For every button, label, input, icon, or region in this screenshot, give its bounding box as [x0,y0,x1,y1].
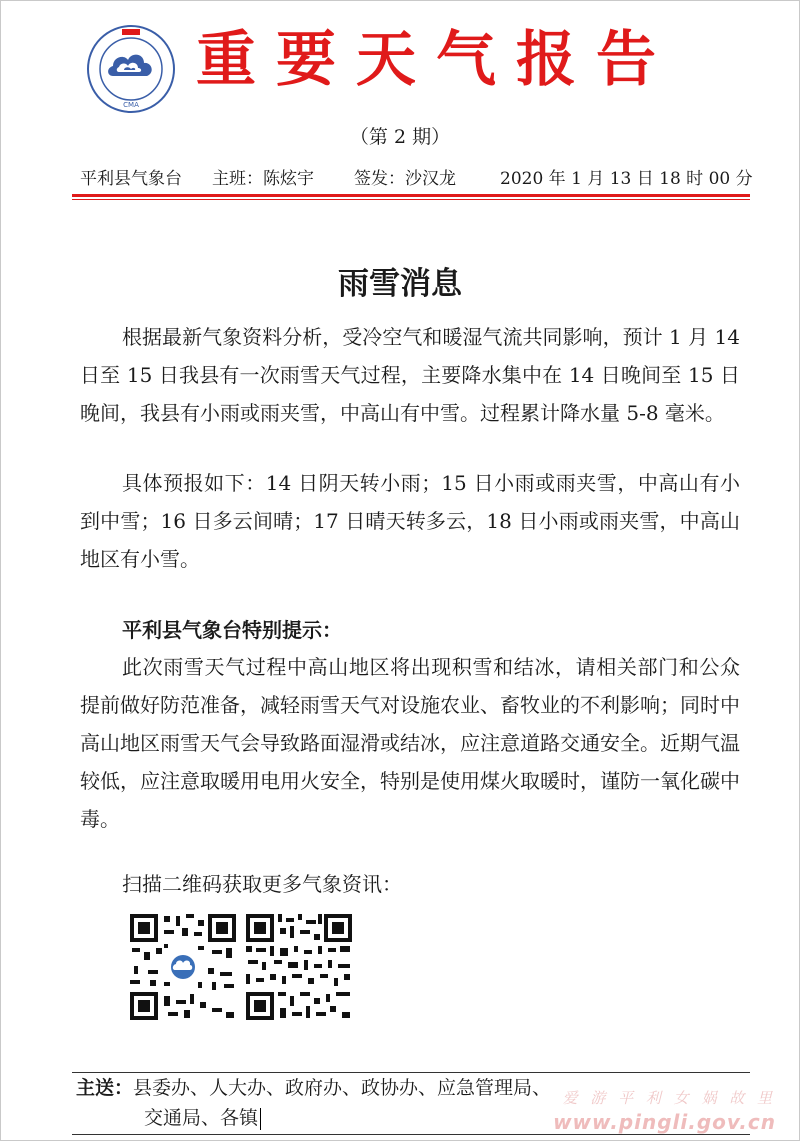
watermark-slogan: 爱 游 平 利 女 娲 故 里 [562,1089,776,1107]
red-divider [72,194,750,197]
svg-text:CMA: CMA [123,101,139,109]
issue-number: （第 2 期） [349,126,451,148]
paragraph-forecast-summary: 根据最新气象资料分析，受冷空气和暖湿气流共同影响，预计 1 月 14 日至 15 日我县有一次雨雪天气过程，主要降水集中在 14 日晚间至 15 日晚间，我县有小雨或雨夹雪，中高山有中雪。过程累计降水量 5-8 毫米。 [80,325,740,425]
qr-code-right [244,912,354,1022]
report-meta [80,164,760,194]
send-to-label: 主送： [76,1077,134,1099]
paragraph-notice: 此次雨雪天气过程中高山地区将出现积雪和结冰，请相关部门和公众提前做好防范准备，减轻雨雪天气对设施农业、畜牧业的不利影响；同时中高山地区雨雪天气会导致路面湿滑或结冰，应注意道路交通安全。近期气温较低，应注意取暖用电用火安全，特别是使用煤火取暖时，谨防一氧化碳中毒。 [80,655,740,831]
organization: 平利县气象台 [80,169,182,189]
notice-heading: 平利县气象台特别提示： [122,618,342,642]
send-to-line-2 [144,1102,261,1134]
watermark-url: www.pingli.gov.cn [553,1110,776,1134]
report-title: 重要天气报告 [196,25,676,95]
send-to-recipients-1: 县委办、人大办、政府办、政协办、应急管理局、 [133,1077,552,1099]
send-to-recipients-2: 交通局、各镇 [144,1107,259,1129]
text-cursor [260,1108,261,1130]
issue-datetime: 2020 年 1 月 13 日 18 时 00 分 [500,169,753,189]
qr-code-left [128,912,238,1022]
footer-divider-bottom [72,1134,750,1135]
site-watermark [553,1086,776,1134]
send-to-line-1 [76,1072,551,1104]
cma-logo [86,24,176,114]
duty-officer: 主班：陈炫宇 [212,169,314,189]
paragraph-forecast-detail: 具体预报如下：14 日阴天转小雨；15 日小雨或雨夹雪，中高山有小到中雪；16 日多云间晴；17 日晴天转多云，18 日小雨或雨夹雪，中高山地区有小雪。 [80,471,740,571]
red-divider-thin [72,199,750,200]
section-heading: 雨雪消息 [338,266,462,302]
scan-prompt: 扫描二维码获取更多气象资讯： [122,872,402,896]
signer: 签发：沙汉龙 [354,169,456,189]
